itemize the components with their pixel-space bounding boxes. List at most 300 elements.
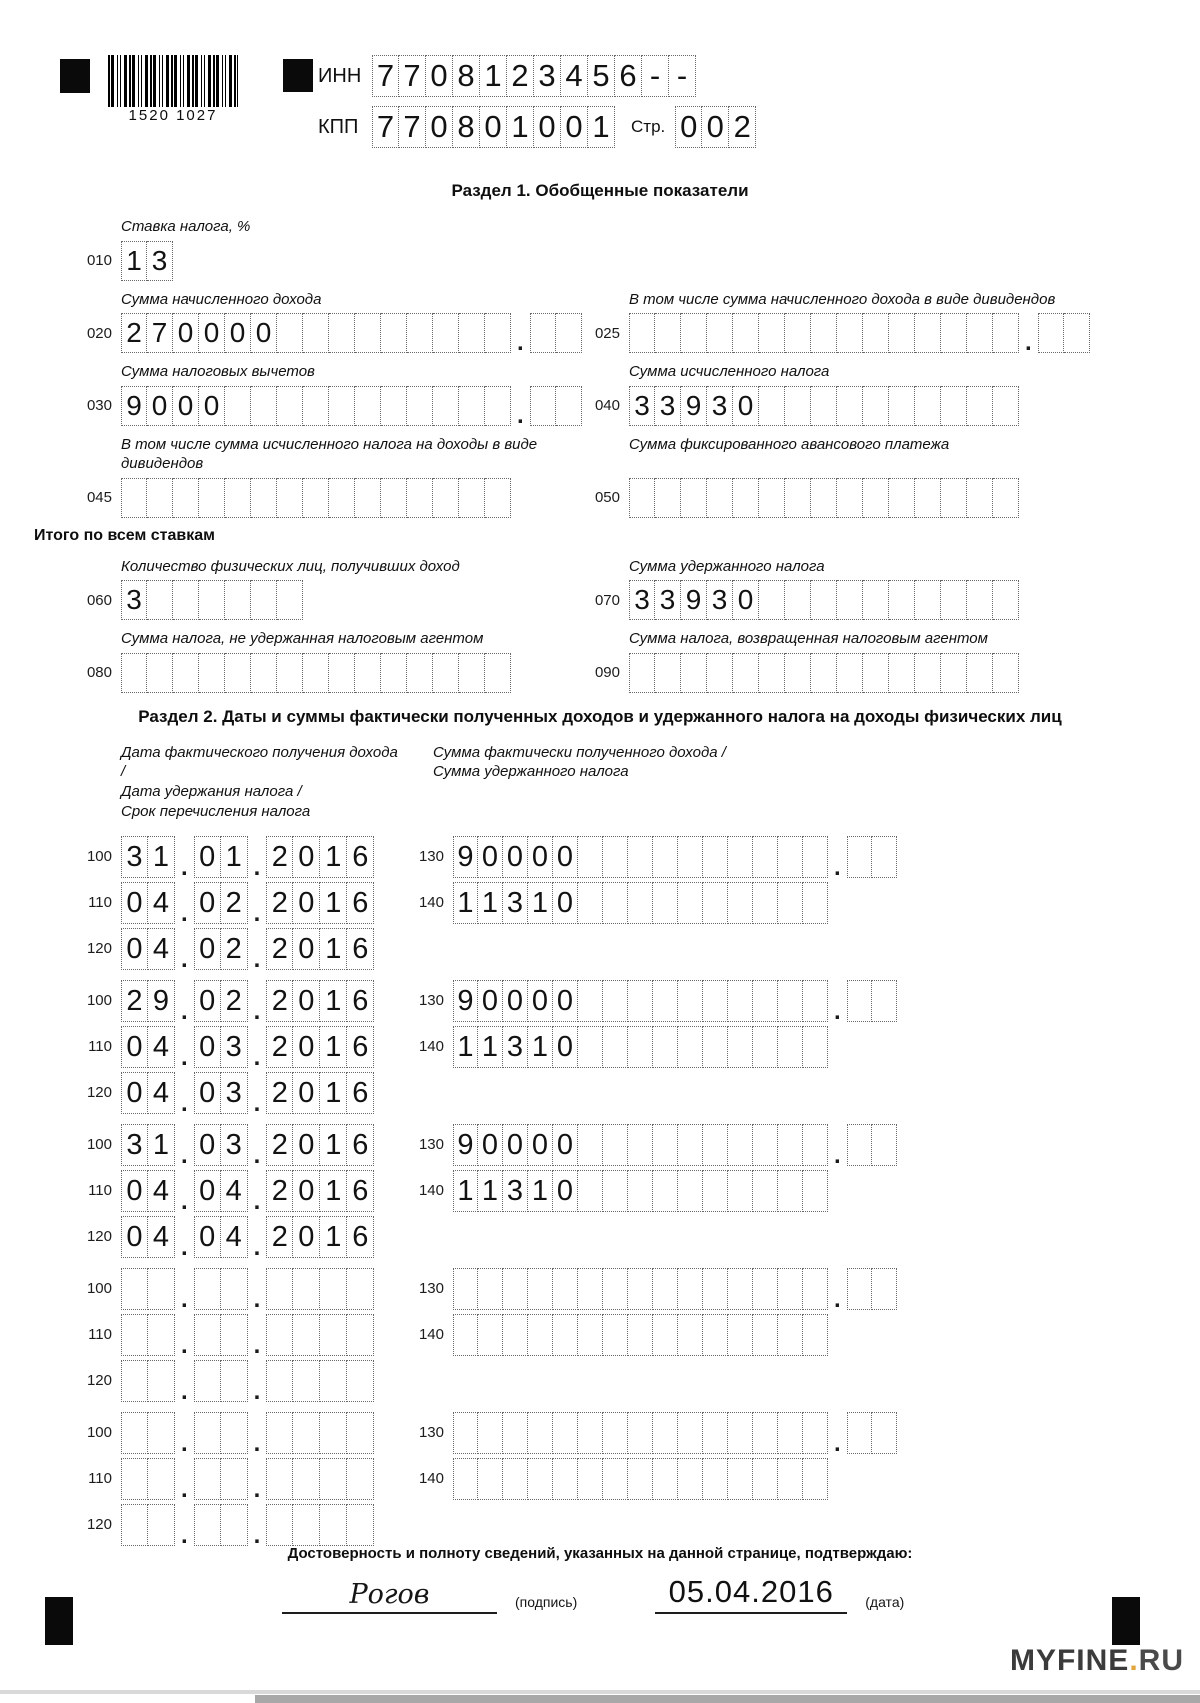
form-cell: 7 bbox=[372, 106, 399, 148]
field-label: Сумма налоговых вычетов bbox=[121, 363, 315, 380]
form-cell bbox=[530, 386, 556, 426]
kpp-row bbox=[318, 106, 756, 148]
form-cell bbox=[753, 1314, 778, 1356]
field-code: 120 bbox=[86, 940, 112, 958]
cell-group bbox=[453, 1268, 828, 1310]
form-cell: 3 bbox=[221, 1072, 248, 1114]
form-cell: 0 bbox=[173, 313, 199, 353]
form-cell bbox=[459, 386, 485, 426]
form-cell: 6 bbox=[347, 836, 374, 878]
form-cell bbox=[148, 1360, 175, 1402]
form-cell bbox=[872, 836, 897, 878]
cell-group bbox=[194, 1458, 248, 1500]
form-cell: 0 bbox=[121, 882, 148, 924]
form-cell bbox=[728, 1124, 753, 1166]
form-cell bbox=[941, 313, 967, 353]
cell-group bbox=[194, 1268, 248, 1310]
section2-row bbox=[76, 928, 1200, 973]
cell-group bbox=[121, 1216, 175, 1258]
form-barcode bbox=[108, 55, 238, 125]
form-cell: 3 bbox=[221, 1026, 248, 1068]
form-cell bbox=[803, 980, 828, 1022]
form-cell: 1 bbox=[320, 1216, 347, 1258]
form-cell: 0 bbox=[293, 1124, 320, 1166]
form-cell: 2 bbox=[121, 313, 147, 353]
form-cell: 1 bbox=[320, 928, 347, 970]
form-cell bbox=[803, 1026, 828, 1068]
separator-dot: . bbox=[181, 1429, 188, 1457]
field-100 bbox=[76, 980, 408, 1025]
form-cell bbox=[1038, 313, 1064, 353]
form-cell bbox=[578, 1314, 603, 1356]
section2-group bbox=[76, 1124, 1200, 1261]
form-cell bbox=[355, 386, 381, 426]
cell-group bbox=[266, 928, 374, 970]
form-cell bbox=[603, 1268, 628, 1310]
field-boxes bbox=[453, 1268, 897, 1313]
watermark-name: MYFINE bbox=[1009, 1644, 1130, 1677]
field-100 bbox=[76, 1412, 408, 1457]
form-cell bbox=[803, 1268, 828, 1310]
form-cell bbox=[678, 1026, 703, 1068]
form-cell: 1 bbox=[478, 1026, 503, 1068]
form-cell: 4 bbox=[221, 1170, 248, 1212]
field-code: 100 bbox=[86, 1136, 112, 1154]
section2-row bbox=[76, 1124, 1200, 1169]
form-cell bbox=[941, 386, 967, 426]
form-cell: 8 bbox=[453, 55, 480, 97]
form-cell bbox=[173, 478, 199, 518]
registration-mark-bottom-left bbox=[45, 1597, 73, 1645]
form-cell bbox=[778, 1412, 803, 1454]
form-cell bbox=[347, 1504, 374, 1546]
form-cell: 1 bbox=[480, 55, 507, 97]
form-cell bbox=[753, 1124, 778, 1166]
cell-group bbox=[194, 1412, 248, 1454]
form-cell bbox=[603, 980, 628, 1022]
field-code: 140 bbox=[418, 1182, 444, 1200]
form-cell bbox=[528, 1458, 553, 1500]
barcode-bars bbox=[108, 55, 238, 107]
form-cell bbox=[603, 1458, 628, 1500]
form-cell bbox=[381, 478, 407, 518]
form-cell bbox=[753, 882, 778, 924]
form-cell bbox=[872, 1268, 897, 1310]
form-cell bbox=[603, 882, 628, 924]
form-cell: 2 bbox=[266, 1072, 293, 1114]
field-boxes bbox=[453, 1026, 828, 1068]
form-cell bbox=[785, 386, 811, 426]
form-cell bbox=[872, 1412, 897, 1454]
form-cell bbox=[121, 1268, 148, 1310]
form-cell bbox=[628, 1314, 653, 1356]
field-code: 030 bbox=[86, 397, 112, 414]
form-cell bbox=[863, 313, 889, 353]
cell-group bbox=[453, 1124, 828, 1166]
field-code: 140 bbox=[418, 894, 444, 912]
signature-value: Рогов bbox=[349, 1579, 430, 1610]
field-boxes bbox=[121, 1412, 374, 1457]
field-code: 140 bbox=[418, 1038, 444, 1056]
watermark-dot: . bbox=[1129, 1644, 1139, 1677]
form-cell bbox=[553, 1412, 578, 1454]
section2-row bbox=[76, 882, 1200, 927]
form-cell: 0 bbox=[194, 1072, 221, 1114]
separator-dot: . bbox=[253, 1331, 261, 1359]
cell-group bbox=[453, 980, 828, 1022]
form-cell bbox=[121, 1412, 148, 1454]
form-cell bbox=[847, 836, 872, 878]
field-110 bbox=[76, 882, 408, 927]
form-cell bbox=[578, 836, 603, 878]
separator-dot: . bbox=[181, 899, 188, 927]
form-cell bbox=[347, 1458, 374, 1500]
form-cell: 7 bbox=[147, 313, 173, 353]
date-label: (дата) bbox=[865, 1594, 905, 1610]
form-cell: 0 bbox=[675, 106, 702, 148]
field-block-left bbox=[76, 217, 584, 281]
field-050 bbox=[584, 478, 1200, 518]
section2-rows bbox=[76, 836, 1200, 1549]
cell-group bbox=[453, 1170, 828, 1212]
cell-group bbox=[121, 1504, 175, 1546]
totals-heading: Итого по всем ставкам bbox=[34, 526, 215, 544]
field-boxes bbox=[453, 1170, 828, 1212]
form-cell bbox=[277, 313, 303, 353]
form-cell bbox=[355, 313, 381, 353]
separator-dot: . bbox=[253, 1187, 261, 1215]
form-cell bbox=[407, 313, 433, 353]
form-cell: 6 bbox=[347, 1216, 374, 1258]
form-cell: 0 bbox=[293, 928, 320, 970]
field-120 bbox=[76, 1504, 408, 1549]
form-cell bbox=[381, 313, 407, 353]
form-cell: 0 bbox=[194, 928, 221, 970]
field-code: 060 bbox=[86, 591, 112, 609]
form-cell: 0 bbox=[194, 1124, 221, 1166]
amount-field-block bbox=[408, 1124, 1200, 1169]
form-cell bbox=[678, 836, 703, 878]
amount-field-block bbox=[408, 1170, 1200, 1212]
field-030 bbox=[76, 386, 584, 429]
form-cell bbox=[811, 478, 837, 518]
separator-dot: . bbox=[181, 1475, 188, 1503]
form-cell: 6 bbox=[347, 928, 374, 970]
form-cell bbox=[603, 1170, 628, 1212]
form-cell bbox=[728, 836, 753, 878]
form-cell bbox=[703, 1412, 728, 1454]
form-cell: 6 bbox=[615, 55, 642, 97]
form-cell bbox=[778, 1026, 803, 1068]
field-label: Количество физических лиц, получивших доход bbox=[121, 557, 460, 575]
form-cell: 0 bbox=[528, 836, 553, 878]
form-cell bbox=[803, 1314, 828, 1356]
field-boxes bbox=[121, 241, 173, 281]
form-cell bbox=[320, 1504, 347, 1546]
form-cell bbox=[459, 478, 485, 518]
form-cell: 0 bbox=[293, 882, 320, 924]
cell-group bbox=[121, 1412, 175, 1454]
form-cell bbox=[803, 882, 828, 924]
form-cell bbox=[503, 1314, 528, 1356]
form-cell bbox=[629, 478, 655, 518]
form-cell bbox=[194, 1412, 221, 1454]
form-cell bbox=[628, 1124, 653, 1166]
field-boxes bbox=[675, 106, 756, 148]
form-cell bbox=[503, 1268, 528, 1310]
form-cell: 3 bbox=[629, 580, 655, 620]
myfine-watermark-link[interactable] bbox=[1010, 1644, 1184, 1678]
form-cell bbox=[915, 313, 941, 353]
form-cell bbox=[147, 653, 173, 693]
cell-group bbox=[266, 1216, 374, 1258]
field-code: 130 bbox=[418, 1136, 444, 1154]
form-cell bbox=[681, 478, 707, 518]
form-cell bbox=[578, 882, 603, 924]
separator-dot: . bbox=[834, 1429, 841, 1457]
form-cell bbox=[753, 1170, 778, 1212]
field-boxes bbox=[121, 386, 582, 429]
form-cell bbox=[199, 580, 225, 620]
field-boxes bbox=[372, 55, 696, 97]
form-cell: 0 bbox=[553, 1124, 578, 1166]
field-100 bbox=[76, 1268, 408, 1313]
form-cell bbox=[194, 1504, 221, 1546]
section1-fields bbox=[34, 217, 1200, 693]
cell-group bbox=[121, 580, 303, 620]
form-cell bbox=[785, 653, 811, 693]
form-cell bbox=[147, 580, 173, 620]
form-cell bbox=[485, 653, 511, 693]
form-cell: 4 bbox=[561, 55, 588, 97]
form-cell bbox=[678, 1412, 703, 1454]
form-cell bbox=[355, 653, 381, 693]
separator-dot: . bbox=[181, 1285, 188, 1313]
form-cell bbox=[678, 1268, 703, 1310]
form-cell bbox=[329, 478, 355, 518]
form-cell bbox=[194, 1360, 221, 1402]
cell-group bbox=[266, 1504, 374, 1546]
field-045 bbox=[76, 478, 584, 518]
form-cell bbox=[653, 882, 678, 924]
field-code: 100 bbox=[86, 992, 112, 1010]
field-boxes bbox=[121, 580, 303, 620]
cell-group bbox=[121, 1026, 175, 1068]
date-field-block bbox=[76, 1216, 408, 1261]
form-cell bbox=[407, 653, 433, 693]
form-cell bbox=[653, 1170, 678, 1212]
registration-mark-top-right bbox=[283, 59, 313, 92]
cell-group bbox=[266, 1268, 374, 1310]
separator-dot: . bbox=[253, 945, 261, 973]
cell-group bbox=[121, 478, 511, 518]
field-code: 130 bbox=[418, 848, 444, 866]
form-cell: 4 bbox=[148, 1170, 175, 1212]
form-cell: 4 bbox=[148, 1072, 175, 1114]
form-cell bbox=[266, 1268, 293, 1310]
cell-group bbox=[194, 928, 248, 970]
field-label: Сумма налога, возвращенная налоговым агентом bbox=[629, 630, 988, 647]
cell-group bbox=[266, 836, 374, 878]
form-cell bbox=[578, 980, 603, 1022]
form-cell bbox=[681, 313, 707, 353]
field-boxes bbox=[453, 1314, 828, 1356]
cell-group bbox=[121, 980, 175, 1022]
form-cell bbox=[293, 1412, 320, 1454]
field-boxes bbox=[121, 478, 511, 518]
cell-group bbox=[453, 1026, 828, 1068]
separator-dot: . bbox=[253, 1285, 261, 1313]
field-080 bbox=[76, 653, 584, 693]
form-cell bbox=[993, 478, 1019, 518]
form-cell bbox=[759, 580, 785, 620]
date-header-line3: Срок перечисления налога bbox=[121, 802, 311, 820]
separator-dot: . bbox=[181, 1043, 188, 1071]
form-cell bbox=[453, 1268, 478, 1310]
separator-dot: . bbox=[253, 853, 261, 881]
separator-dot: . bbox=[253, 899, 261, 927]
form-cell: 1 bbox=[320, 836, 347, 878]
form-cell bbox=[678, 980, 703, 1022]
date-field-block bbox=[76, 1412, 408, 1457]
scan-artifact-bar bbox=[255, 1695, 1200, 1703]
form-cell: 0 bbox=[503, 836, 528, 878]
cell-group bbox=[629, 386, 1019, 426]
form-cell bbox=[578, 1458, 603, 1500]
section2-row bbox=[76, 1314, 1200, 1359]
form-cell: 2 bbox=[221, 980, 248, 1022]
date-field-block bbox=[76, 1026, 408, 1071]
field-130 bbox=[408, 1268, 1200, 1313]
form-cell: 9 bbox=[121, 386, 147, 426]
form-cell bbox=[121, 478, 147, 518]
form-cell bbox=[653, 1458, 678, 1500]
date-header-line1: Дата фактического получения дохода / bbox=[121, 743, 398, 781]
cell-group bbox=[194, 1170, 248, 1212]
separator-dot: . bbox=[253, 1377, 261, 1405]
form-cell bbox=[251, 653, 277, 693]
form-cell bbox=[778, 882, 803, 924]
form-cell bbox=[915, 580, 941, 620]
form-cell bbox=[847, 1268, 872, 1310]
form-cell: 1 bbox=[528, 1170, 553, 1212]
field-code: 080 bbox=[86, 664, 112, 681]
section1-row bbox=[76, 557, 1200, 621]
form-cell: 1 bbox=[148, 836, 175, 878]
form-cell: 3 bbox=[655, 386, 681, 426]
form-cell: 5 bbox=[588, 55, 615, 97]
form-cell: 3 bbox=[503, 1170, 528, 1212]
form-cell bbox=[628, 1026, 653, 1068]
form-cell bbox=[251, 386, 277, 426]
form-cell bbox=[221, 1268, 248, 1310]
form-cell bbox=[381, 386, 407, 426]
separator-dot: . bbox=[834, 1141, 841, 1169]
field-boxes bbox=[121, 836, 374, 881]
form-cell bbox=[785, 313, 811, 353]
form-cell bbox=[148, 1268, 175, 1310]
cell-group bbox=[453, 1314, 828, 1356]
section2-group bbox=[76, 836, 1200, 973]
separator-dot: . bbox=[253, 1233, 261, 1261]
form-cell: 7 bbox=[372, 55, 399, 97]
form-cell bbox=[355, 478, 381, 518]
field-label: Ставка налога, % bbox=[121, 218, 251, 235]
form-cell bbox=[478, 1458, 503, 1500]
field-label: Сумма начисленного дохода bbox=[121, 290, 322, 308]
cell-group bbox=[453, 836, 828, 878]
field-code: 120 bbox=[86, 1084, 112, 1102]
field-140 bbox=[408, 1026, 1200, 1068]
registration-mark-top-left bbox=[60, 59, 90, 93]
form-cell bbox=[707, 653, 733, 693]
date-line bbox=[655, 1574, 847, 1614]
inn-field bbox=[372, 55, 696, 97]
field-140 bbox=[408, 1458, 1200, 1500]
form-cell bbox=[678, 1314, 703, 1356]
form-cell: 3 bbox=[655, 580, 681, 620]
form-cell bbox=[381, 653, 407, 693]
form-cell: 1 bbox=[320, 980, 347, 1022]
form-cell bbox=[678, 1170, 703, 1212]
inn-value bbox=[372, 55, 696, 97]
form-cell bbox=[863, 386, 889, 426]
form-cell: 0 bbox=[503, 980, 528, 1022]
form-cell: 0 bbox=[702, 106, 729, 148]
section1-row bbox=[76, 362, 1200, 429]
form-cell: 0 bbox=[194, 836, 221, 878]
form-cell: 1 bbox=[528, 1026, 553, 1068]
form-cell: 0 bbox=[293, 1170, 320, 1212]
form-cell bbox=[320, 1268, 347, 1310]
form-cell: 0 bbox=[478, 980, 503, 1022]
footer bbox=[0, 1545, 1200, 1614]
field-code: 025 bbox=[594, 324, 620, 342]
separator-dot: . bbox=[253, 1043, 261, 1071]
form-cell bbox=[863, 478, 889, 518]
form-cell: 4 bbox=[148, 928, 175, 970]
separator-dot: . bbox=[253, 1475, 261, 1503]
form-cell bbox=[733, 478, 759, 518]
form-cell: 3 bbox=[707, 580, 733, 620]
confirmation-text: Достоверность и полноту сведений, указанных на данной странице, подтверждаю: bbox=[287, 1545, 913, 1562]
form-cell bbox=[759, 478, 785, 518]
form-cell bbox=[293, 1268, 320, 1310]
field-140 bbox=[408, 1314, 1200, 1356]
form-cell bbox=[121, 1458, 148, 1500]
form-cell bbox=[655, 478, 681, 518]
field-block-right bbox=[584, 435, 1200, 518]
separator-dot: . bbox=[517, 401, 524, 429]
form-cell bbox=[173, 580, 199, 620]
form-cell bbox=[553, 1314, 578, 1356]
field-label: В том числе сумма начисленного дохода в виде дивидендов bbox=[629, 290, 1056, 308]
form-cell bbox=[320, 1412, 347, 1454]
form-cell bbox=[703, 1314, 728, 1356]
field-block-left bbox=[76, 435, 584, 518]
separator-dot: . bbox=[181, 1521, 188, 1549]
form-cell bbox=[347, 1412, 374, 1454]
form-cell bbox=[967, 580, 993, 620]
cell-group bbox=[121, 653, 511, 693]
field-130 bbox=[408, 980, 1200, 1025]
watermark-tld: RU bbox=[1138, 1644, 1184, 1677]
field-boxes bbox=[121, 1124, 374, 1169]
form-cell: 4 bbox=[148, 1216, 175, 1258]
amount-field-block bbox=[408, 1458, 1200, 1500]
form-cell: 1 bbox=[148, 1124, 175, 1166]
page-number-label: Стр. bbox=[631, 117, 666, 136]
